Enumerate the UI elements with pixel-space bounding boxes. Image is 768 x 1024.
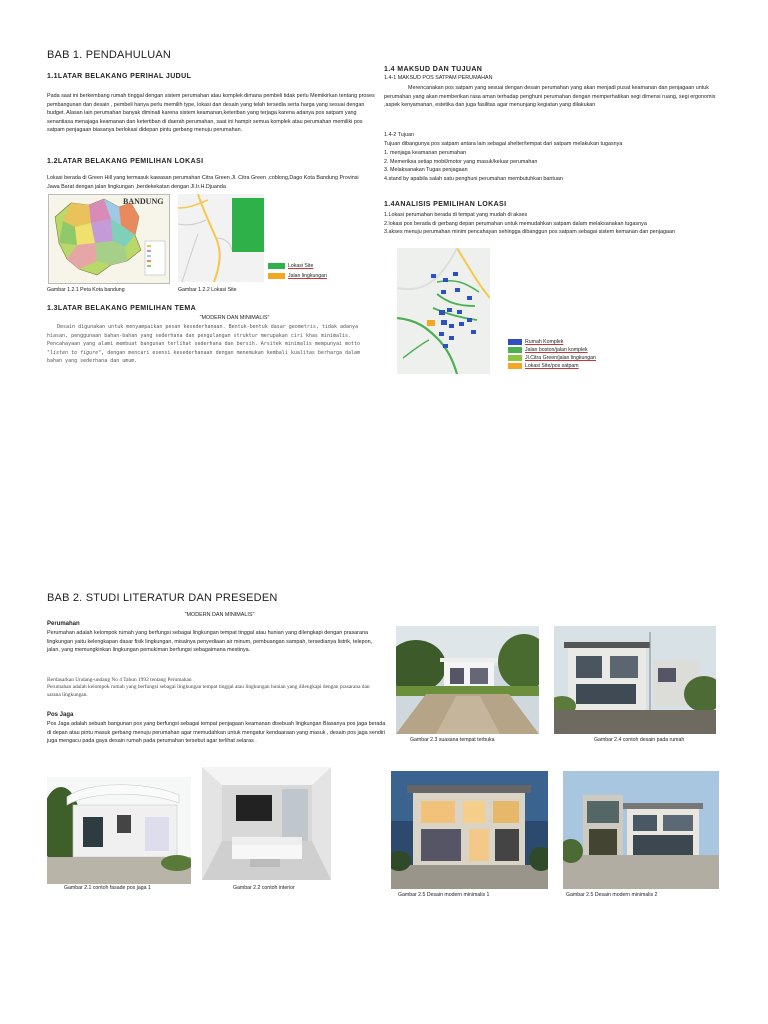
legend-label: Rumah Komplek [525,339,564,345]
section-1-2-paragraph: Lokasi berada di Green Hill yang termasuk kawasan perumahan Citra Green Jl. Citra Green ,coblong,Dago Kota Bandung Provinsi Jawa Barat dengan jalan lingkungan ,berdekekatan dengan Jl.Ir.H.Djuanda [47,175,359,190]
bab2-theme: "MODERN DAN MINIMALIS" [184,612,255,618]
caption-gambar-2-2: Gambar 2.2 contoh interior [233,885,295,891]
list-item: 3.akses menuju perumahan minim pencahayan sehingga dibanggun pos satpam sebagai sistem kemanan dan penjagaan [384,229,675,236]
caption-gambar-2-4: Gambar 2.4 contoh desain pada rumah [594,737,685,743]
caption-gambar-1-2-2: Gambar 1.2.2 Lokasi Site [178,287,237,293]
legend-item-pos-satpam [508,362,596,370]
pos-jaga-heading: Pos Jaga [47,712,74,718]
list-item: 2.lokasi pos berada di gerbang depan perumahan untuk memudahkan satpam dalam melaksanakan tugasnya [384,220,647,227]
caption-gambar-2-5-2: Gambar 2.5 Desain modern minimalis 2 [566,892,658,898]
section-1-2-heading: 1.2LATAR BELAKANG PEMILIHAN LOKASI [47,158,204,165]
legend-label: Jalan boston/jalan komplek [525,347,588,353]
section-1-3-theme: "MODERN DAN MINIMALIS" [199,315,270,321]
tujuan-list [384,149,563,183]
section-1-4-1-subheading: 1.4-1 MAKSUD POS SATPAM PERUMAHAN [384,75,493,81]
bandung-map-image [48,194,170,284]
legend-item-jalan [268,272,327,280]
section-1-4-2-paragraph: Tujuan dibangunya pos satpam antara lain sebagai shelter/tempat dari satpam melakukan tugasnya [384,141,623,147]
section-1-4-1-paragraph: Merencanakan pos satpam yang sesuai dengan desain perumahan yang akan menjadi pusat keamanan dan penjagaan untuk perumahan yang akan memberikan rasa aman terhadap penghuni perumahan dengan memperhatikan segi dimensi ruang, segi ergonomis ,aspek kenyamanan, estetika dan juga fasilitas agar menunjang kegiatan yang dilakukan [384,85,716,109]
orange-swatch [508,363,522,369]
photo-gambar-2-2 [202,767,331,880]
legend-item-rumah [508,338,596,346]
section-1-1-paragraph: Pada saat ini berkembang rumah tinggal dengan sistem perumahan atau komplek dimana pembeli tidak perlu Memikirkan tentang proses pembangunan dan desain , pembeli hanya perlu memilih type, lokasi dan desain yang telah tersedia serta harga yang sesuai dengan budget. Alasan lain perumahan banyak diminati karena sistem keamanan,keteriban yang terjaga karena adanya pos satpam yang senantiasa menajaga keamanan dan ketertiban di daerah perumahan, saat ini hampir semua komplek atau perumahan memiliki pos satpam penjagaan biasanya berlokasi didepan pintu gerbang menuju perumahan. [47,93,375,134]
lightgreen-swatch [508,355,522,361]
perumahan-paragraph: Perumahan adalah kelompok rumah yang berfungsi sebagai lingkungan tempat tinggal atau hunian yang dilengkapi dengan prasarana lingkungan yaitu kelengkapan dasar fisik lingkungan, misalnya penyediaan air minum, pembuangan sampah, tersedianya listrik, telepon, jalan, yang memungkinkan lingkungan pemukiman berfungsi sebagaimana mestinya. [47,630,373,654]
law-title: Berdasarkan Undang-undang No 4 Tahun 1992 tentang Perumahan [47,677,192,683]
photo-gambar-2-3 [396,626,539,734]
legend-item-lokasi-site [268,262,327,270]
section-analisis-heading: 1.4ANALISIS PEMILIHAN LOKASI [384,201,507,208]
photo-gambar-2-4 [554,626,716,734]
caption-gambar-1-2-1: Gambar 1.2.1 Peta Kota bandung [47,287,125,293]
paragraph-text: , dengan mencari esensi kesederhanaan dengan menemukan kembali kualitas berharga dalam bahan yang sederhana dan umum. [47,349,361,365]
list-item: 1.Lokasi perumahan berada di tempat yang mudah di akses [384,212,528,218]
caption-gambar-2-3: Gambar 2.3 suasana tempat terbuka [410,737,495,743]
blue-swatch [508,339,522,345]
pos-jaga-paragraph: Pos Jaga adalah sebuah bangunan pos yang berfungsi sebagai tempat penjagaan keamanan disebuah lingkungan Biasanya pos jaga berada di depan atau pintu masuk gerbang menuju perumahan agar memudahkan untuk mengatur kendaaraan yang masuk , desain pos jaga sendiri juga mengacu pada gaya desain rumah pada perumahan tersebut agar terlihat selaras . [47,721,386,745]
section-1-3-heading: 1.3LATAR BELAKANG PEMILIHAN TEMA [47,305,197,312]
bab1-title: BAB 1. PENDAHULUAN [47,49,172,61]
bab2-title: BAB 2. STUDI LITERATUR DAN PRESEDEN [47,592,278,604]
perumahan-heading: Perumahan [47,621,80,627]
list-item: 3. Melaksanakan Tugas penjagaan [384,167,468,174]
site-location-map [178,194,264,282]
photo-gambar-2-5-1 [391,771,548,889]
legend-item-jalan-boston [508,346,596,354]
legend-item-citra-green [508,354,596,362]
list-item: 4.stand by apabila salah satu penghuni perumahan membutuhkan bantuan [384,175,563,182]
green-swatch [268,263,285,269]
caption-gambar-2-1: Gambar 2.1 contoh fasade pos jaga 1 [64,885,151,891]
map-title-label: BANDUNG [123,197,164,206]
analisis-list [384,211,720,237]
paragraph-text: Desain digunakan untuk menyampaikan pesan kesederhanaan. Bentuk-bentuk dasar geometris, tidak adanya hiasan, penggunaan bahan-bahan yang sederhana dan pengulangan struktur merupakan ciri khas minimalis. Pencahayaan yang alami membuat bangunan terlihat sederhana dan bersih. Arsitek minimalis mempunyai motto [47,324,361,348]
law-text: Perumahan adalah kelompok rumah yang berfungsi sebagai lingkungan tempat tinggal atau lingkungan hunian yang dilengkapi dengan prasarana dan sarana lingkungan. [47,684,370,698]
list-item: 2. Memeriksa setiap mobil/motor yang masuk/keluar perumahan [384,158,538,165]
orange-swatch [268,273,285,279]
site-legend [268,262,327,280]
motto-quote: "listen to figure" [47,349,102,356]
legend-label: Jalan lingkungan [288,273,327,279]
legend-label: Lokasi Site [288,263,314,269]
section-1-3-paragraph [47,323,373,366]
photo-gambar-2-5-2 [563,771,719,889]
analysis-legend [508,338,596,370]
photo-gambar-2-1 [47,777,191,884]
undang-undang-block [47,677,377,699]
caption-gambar-2-5-1: Gambar 2.5 Desain modern minimalis 1 [398,892,490,898]
list-item: 1. menjaga keamanan perumahan [384,150,467,156]
green-swatch [508,347,522,353]
analysis-site-map [397,248,490,374]
legend-label: Jl.Citra Green/jalan lingkungan [525,355,596,361]
section-1-4-heading: 1.4 MAKSUD DAN TUJUAN [384,66,483,73]
section-1-4-2-subheading: 1.4-2 Tujuan [384,132,414,138]
legend-label: Lokasi Site/pos satpam [525,363,579,369]
section-1-1-heading: 1.1LATAR BELAKANG PERIHAL JUDUL [47,73,192,80]
